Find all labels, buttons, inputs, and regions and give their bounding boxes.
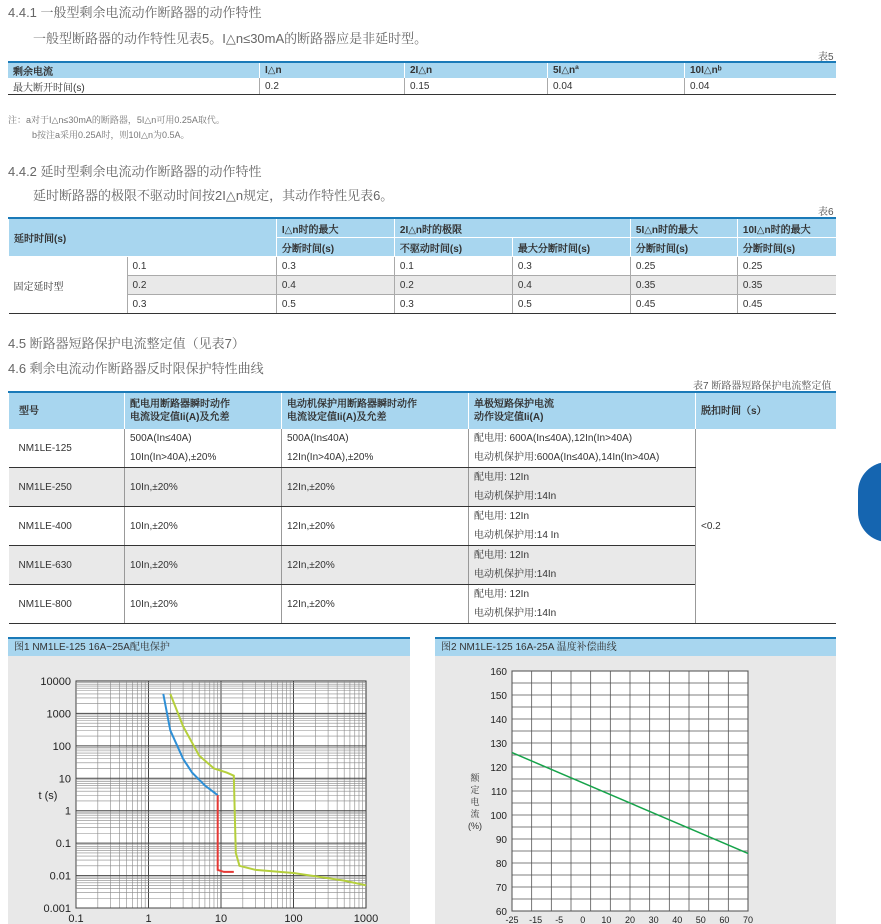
table6-header-5in-sub: 分断时间(s) <box>630 238 737 257</box>
y-tick-label: 110 <box>491 787 507 798</box>
table6-header-delay: 延时时间(s) <box>9 218 277 257</box>
table7-dist <box>125 429 282 468</box>
section-441-heading: 4.4.1 一般型剩余电流动作断路器的动作特性 <box>8 5 262 20</box>
table7-header-model: 型号 <box>9 392 125 429</box>
y-tick-label: 10000 <box>40 676 71 688</box>
table7-model: NM1LE-400 <box>9 507 125 546</box>
y-tick-label: 140 <box>490 715 507 726</box>
table7-header-trip: 脱扣时间（s） <box>696 392 837 429</box>
section-45-heading: 4.5 断路器短路保护电流整定值（见表7） <box>8 336 245 351</box>
table7-header-dist-line2: 电流设定值Ii(A)及允差 <box>130 412 230 423</box>
table7-motor: 12In,±20% <box>282 507 469 546</box>
table7-header-dist <box>125 392 282 429</box>
section-tab <box>858 462 881 542</box>
y-tick-label: 0.01 <box>49 870 71 883</box>
table7-header-motor-line2: 电流设定值Ii(A)及允差 <box>287 412 387 423</box>
y-tick-label: 1000 <box>46 708 71 721</box>
table6-cell: 0.5 <box>512 295 630 314</box>
figure2-chart <box>435 656 836 924</box>
table5-caption: 表5 <box>818 52 834 63</box>
y-tick-label: 100 <box>52 740 71 753</box>
y-tick-label: 1 <box>64 805 71 818</box>
table-row <box>9 257 837 276</box>
table7-trip: <0.2 <box>696 429 837 624</box>
table6-header-10in: 10I△n时的最大 <box>737 218 836 238</box>
table-row <box>8 78 836 95</box>
table5-cell: 0.15 <box>405 78 548 95</box>
y-tick-label: 80 <box>495 859 507 870</box>
section-441-paragraph: 一般型断路器的动作特性见表5。I△n≤30mA的断路器应是非延时型。 <box>33 31 428 46</box>
table7-single-line2: 电动机保护用:14 In <box>474 530 560 541</box>
figure2 <box>435 637 836 924</box>
table7-single-line2: 电动机保护用:14In <box>474 608 557 619</box>
x-tick-label: 10 <box>214 913 228 924</box>
table6-cell: 0.3 <box>394 295 512 314</box>
table5 <box>8 61 836 95</box>
table5-cell: 0.04 <box>685 78 837 95</box>
x-tick-label: 10 <box>601 915 612 924</box>
table7-motor <box>282 429 469 468</box>
table6-group: 固定延时型 <box>9 257 128 314</box>
table6-cell: 0.2 <box>394 276 512 295</box>
table7-dist: 10In,±20% <box>125 507 282 546</box>
table-row <box>9 429 837 468</box>
table7-single-line1: 配电用: 12In <box>474 589 530 600</box>
table7-single <box>469 507 696 546</box>
y-tick-label: 120 <box>490 763 507 774</box>
x-tick-label: -15 <box>529 915 543 924</box>
table7-motor-line1: 500A(In≤40A) <box>287 433 349 444</box>
table6-cell: 0.1 <box>394 257 512 276</box>
table7-single <box>469 429 696 468</box>
table7-single-line1: 配电用: 12In <box>474 550 530 561</box>
table6-cell: 0.5 <box>276 295 394 314</box>
y-tick-label: 150 <box>490 691 507 702</box>
table6-cell: 0.3 <box>276 257 394 276</box>
x-tick-label: 0.1 <box>68 913 84 924</box>
y-tick-label: 60 <box>495 907 507 918</box>
y-tick-label: 0.001 <box>43 903 71 915</box>
y-tick-label: 160 <box>490 667 507 678</box>
table7-dist: 10In,±20% <box>125 546 282 585</box>
table7-header-motor <box>282 392 469 429</box>
x-tick-label: -5 <box>555 915 564 924</box>
table5-note-b: b按注a采用0.25A时，则10I△n为0.5A。 <box>32 130 190 140</box>
table7-dist: 10In,±20% <box>125 468 282 507</box>
table7-header-single-line2: 动作设定值Ii(A) <box>474 412 544 423</box>
table5-header: 10I△nᵇ <box>685 62 837 78</box>
table7-dist: 10In,±20% <box>125 585 282 624</box>
table6-header-in: I△n时的最大 <box>276 218 394 238</box>
table6-cell: 0.35 <box>737 276 836 295</box>
section-46-heading: 4.6 剩余电流动作断路器反时限保护特性曲线 <box>8 361 264 376</box>
table6-header-in-sub: 分断时间(s) <box>276 238 394 257</box>
table5-cell: 0.2 <box>260 78 405 95</box>
table6-header-5in: 5I△n时的最大 <box>630 218 737 238</box>
table-row <box>9 276 837 295</box>
table7-single-line1: 配电用: 12In <box>474 511 530 522</box>
table7-model: NM1LE-125 <box>9 429 125 468</box>
x-tick-label: 50 <box>695 915 706 924</box>
table7-single-line2: 电动机保护用:14In <box>474 491 557 502</box>
table6-cell: 0.45 <box>737 295 836 314</box>
table6-cell: 0.1 <box>127 257 276 276</box>
x-tick-label: -25 <box>505 915 519 924</box>
table-row <box>9 295 837 314</box>
table7-model: NM1LE-630 <box>9 546 125 585</box>
table5-note-a: 注：a对于I△n≤30mA的断路器，5I△n可用0.25A取代。 <box>8 115 225 125</box>
table6-cell: 0.4 <box>276 276 394 295</box>
section-442-heading: 4.4.2 延时型剩余电流动作断路器的动作特性 <box>8 164 262 179</box>
table7-motor: 12In,±20% <box>282 585 469 624</box>
table5-header: 剩余电流 <box>13 67 53 78</box>
figure1 <box>8 637 410 924</box>
y-tick-label: 0.1 <box>55 838 71 851</box>
table7-single <box>469 468 696 507</box>
table7-header-motor-line1: 电动机保护用断路器瞬时动作 <box>287 399 417 410</box>
x-tick-label: 0 <box>580 915 586 924</box>
table5-cell: 0.04 <box>548 78 685 95</box>
table5-header: 2I△n <box>405 62 548 78</box>
table7-motor-line2: 12In(In>40A),±20% <box>287 452 374 463</box>
y-axis-label: t (s) <box>38 790 58 803</box>
figure1-title: 图1 NM1LE-125 16A~25A配电保护 <box>8 637 410 656</box>
section-442-paragraph: 延时断路器的极限不驱动时间按2I△n规定，其动作特性见表6。 <box>33 188 394 203</box>
x-tick-label: 30 <box>648 915 659 924</box>
table7-single-line2: 电动机保护用:14In <box>474 569 557 580</box>
table6 <box>8 217 836 314</box>
figure1-chart <box>8 656 410 924</box>
table6-cell: 0.3 <box>127 295 276 314</box>
table6-header-2in-sub-a: 不驱动时间(s) <box>394 238 512 257</box>
x-tick-label: 70 <box>742 915 754 924</box>
y-tick-label: 10 <box>58 773 71 786</box>
y-tick-label: 70 <box>495 883 507 894</box>
table6-cell: 0.2 <box>127 276 276 295</box>
table7-dist-line1: 500A(In≤40A) <box>130 433 192 444</box>
y-axis-label: 额定电流(%) <box>468 773 482 831</box>
table7-header-single-line1: 单极短路保护电流 <box>474 399 554 410</box>
table7-model: NM1LE-800 <box>9 585 125 624</box>
table6-cell: 0.35 <box>630 276 737 295</box>
x-tick-label: 1 <box>145 913 152 924</box>
table6-caption: 表6 <box>818 207 834 218</box>
table5-header: I△n <box>260 62 405 78</box>
table6-cell: 0.45 <box>630 295 737 314</box>
table6-cell: 0.25 <box>630 257 737 276</box>
table7-header-single <box>469 392 696 429</box>
table7-single-line1: 配电用: 600A(In≤40A),12In(In>40A) <box>474 433 633 444</box>
table7-header-dist-line1: 配电用断路器瞬时动作 <box>130 399 230 410</box>
table5-cell: 最大断开时间(s) <box>8 78 260 95</box>
table7-single <box>469 546 696 585</box>
table6-header-2in: 2I△n时的极限 <box>394 218 630 238</box>
table7 <box>8 391 836 624</box>
table6-cell: 0.4 <box>512 276 630 295</box>
y-tick-label: 100 <box>490 811 507 822</box>
table7-caption: 表7 断路器短路保护电流整定值 <box>693 381 832 392</box>
table6-cell: 0.25 <box>737 257 836 276</box>
table7-motor: 12In,±20% <box>282 468 469 507</box>
x-tick-label: 20 <box>624 915 636 924</box>
figure2-title: 图2 NM1LE-125 16A-25A 温度补偿曲线 <box>435 637 836 656</box>
y-tick-label: 130 <box>490 739 507 750</box>
y-tick-label: 90 <box>495 835 507 846</box>
table7-dist-line2: 10In(In>40A),±20% <box>130 452 217 463</box>
table7-motor: 12In,±20% <box>282 546 469 585</box>
x-tick-label: 60 <box>719 915 730 924</box>
table6-header-2in-sub-b: 最大分断时间(s) <box>512 238 630 257</box>
table5-header: 5I△nª <box>548 62 685 78</box>
x-tick-label: 40 <box>672 915 683 924</box>
table7-single-line1: 配电用: 12In <box>474 472 530 483</box>
table7-single-line2: 电动机保护用:600A(In≤40A),14In(In>40A) <box>474 452 660 463</box>
table6-header-10in-sub: 分断时间(s) <box>737 238 836 257</box>
table6-cell: 0.3 <box>512 257 630 276</box>
table7-single <box>469 585 696 624</box>
x-tick-label: 1000 <box>353 913 379 924</box>
x-tick-label: 100 <box>284 913 303 924</box>
table7-model: NM1LE-250 <box>9 468 125 507</box>
